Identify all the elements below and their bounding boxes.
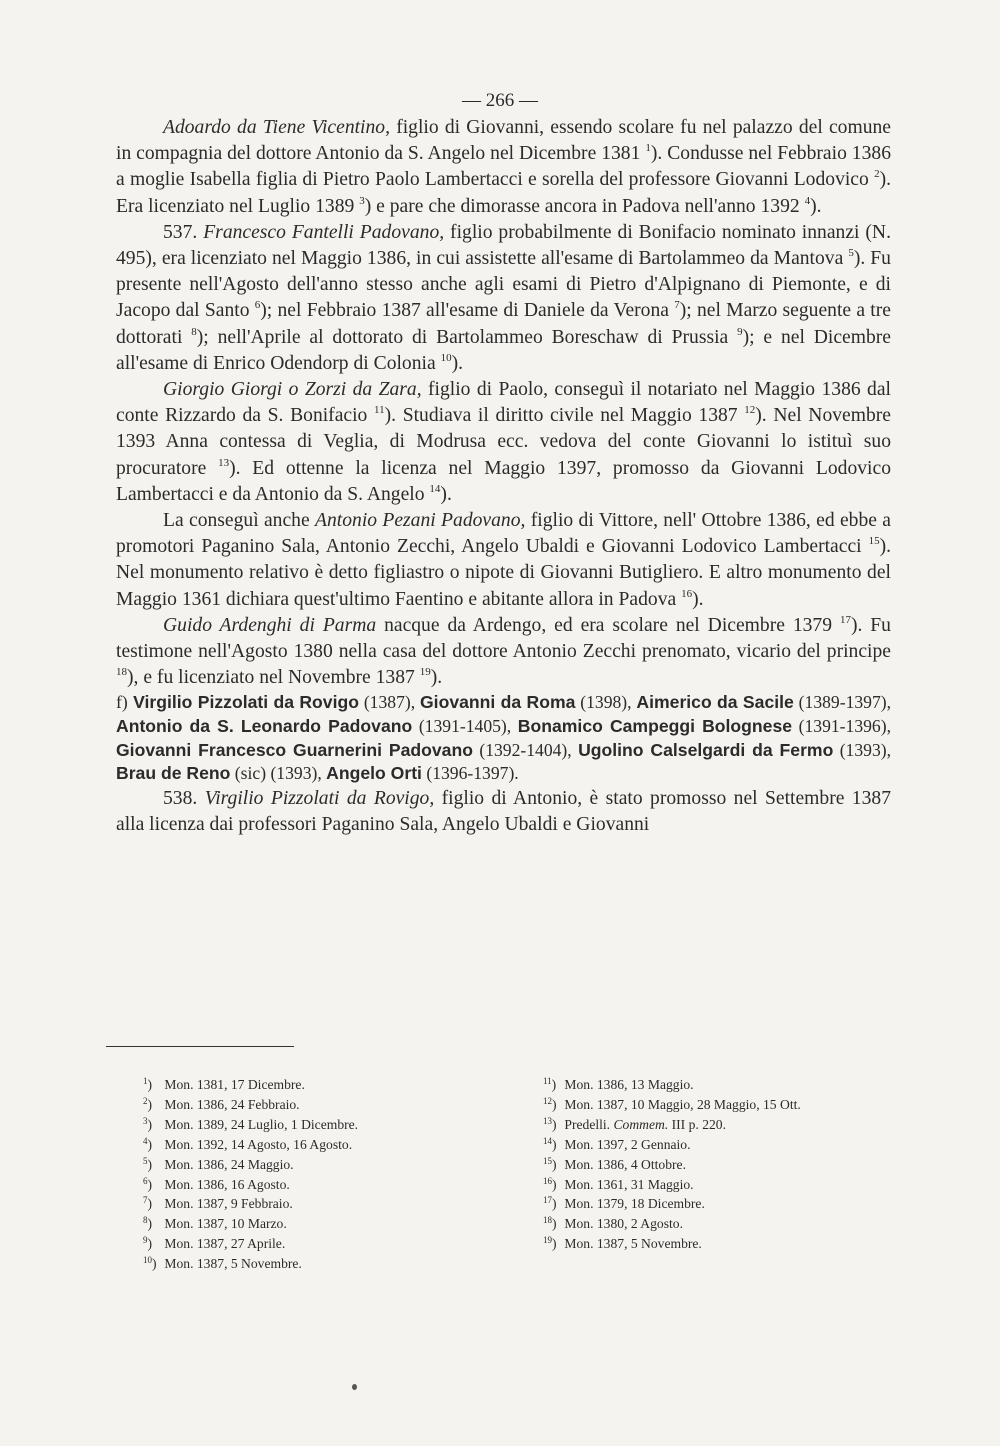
text: La conseguì anche [163,510,316,532]
summary-name: Giovanni Francesco Guarnerini Padovano [116,739,473,760]
text: figlio di Giovanni, essendo scolare fu nel palazzo del comune in compagnia del dottore Antonio da S. Angelo nel Dicembre 1381 [116,117,891,165]
text: ). [810,195,822,217]
footnote-text: Mon. 1386, 4 Ottobre. [561,1156,686,1172]
footnote [143,1254,503,1274]
entry-number: 537. [163,221,198,243]
footnote [543,1194,943,1214]
footnote [143,1214,503,1234]
footnote-number: $^8$) [143,1215,153,1232]
footnote-number: $^{11}$) [543,1076,557,1092]
footnote-text: Mon. 1387, 5 Novembre. [561,1236,702,1252]
text: (1393), [833,739,891,760]
footnote-number: $^{14}$) [543,1135,557,1152]
footnote-italic: Commem. [613,1116,669,1132]
footnote [543,1115,943,1135]
entry-number: 538. [163,787,198,809]
text: figlio di Antonio, è stato promosso nel Settembre 1387 alla licenza dai professori Paganino Sala, Angelo Ubaldi e Giovanni [116,787,891,836]
text: figlio di Vittore, nell' Ottobre 1386, ed ebbe a promotori Paganino Sala, Antonio Zecchi, Angelo Ubaldi e Giovanni Lodovico Lambertacci [116,510,892,558]
text: ); nel Marzo seguente a tre dottorati [116,300,891,348]
footnote-ref: 1 [645,142,651,155]
section-summary [116,691,891,785]
entry-name: Antonio Pezani Padovano, [315,510,526,532]
footnote-ref: 14 [429,482,441,495]
entry-name: Guido Ardenghi di Parma [163,614,377,636]
footnote-ref: 13 [218,456,230,469]
footnote-text: Mon. 1387, 10 Maggio, 28 Maggio, 15 Ott. [561,1096,801,1112]
text: (1389-1397), [793,692,892,713]
footnote-text: Mon. 1386, 16 Agosto. [161,1176,290,1192]
footnote-number: $^{10}$) [143,1255,157,1272]
footnote-text: Predelli. [561,1116,614,1132]
footnote-ref: 12 [744,404,756,417]
footnote-number: $^4$) [143,1135,153,1152]
paragraph-antonio [116,508,891,613]
text: ) e pare che dimorasse ancora in Padova nell'anno 1392 [364,195,805,217]
text: ). [451,352,464,374]
footnote [543,1175,943,1195]
footnote-text: Mon. 1386, 24 Maggio. [161,1156,294,1172]
footnote [143,1175,503,1195]
footnote-number: $^6$) [143,1175,153,1192]
footnote-text: Mon. 1387, 5 Novembre. [161,1256,302,1272]
text: ). Nel Novembre 1393 Anna contessa di Veglia, di Modrusa ecc. vedova del conte Giovanni lo istituì suo procuratore [116,405,891,479]
text: (1398), [575,692,637,713]
footnote-number: $^5$) [143,1155,153,1172]
footnote [543,1135,943,1155]
page-number: — 266 — [462,90,538,111]
footnote-text: Mon. 1379, 18 Dicembre. [561,1196,705,1212]
text: ). Condusse nel Febbraio 1386 a moglie Isabella figlia di Pietro Paolo Lambertacci e sorella del professore Giovanni Lodovico [116,143,891,191]
footnote-text: III p. 220. [668,1116,726,1132]
paragraph-537 [116,220,891,377]
footnote-number: $^3$) [143,1115,153,1132]
summary-name: Brau de Reno [116,763,231,784]
paragraph-adoardo [116,115,891,220]
summary-name: Giovanni da Roma [420,692,576,713]
summary-name: Ugolino Calselgardi da Fermo [578,739,834,760]
footnote-divider [106,1046,294,1047]
footnote-number: $^{17}$) [543,1195,557,1212]
footnote-number: $^2$) [143,1095,153,1112]
entry-name: Virgilio Pizzolati da Rovigo, [204,787,435,809]
paragraph-giorgio [116,377,891,508]
footnote-number: $^1$) [143,1076,153,1092]
text: (sic) (1393), [230,763,327,784]
text: ); e nel Dicembre all'esame di Enrico Odendorp di Colonia [116,326,891,374]
footnote [143,1155,503,1175]
text: ); nel Febbraio 1387 all'esame di Daniele da Verona [260,300,675,322]
footnote-text: Mon. 1381, 17 Dicembre. [161,1077,305,1092]
footnote-text: Mon. 1389, 24 Luglio, 1 Dicembre. [161,1116,359,1132]
summary-name: Antonio da S. Leonardo Padovano [116,716,413,737]
paragraph-538 [116,786,891,838]
text: ). [440,483,452,505]
text: (1392-1404), [472,739,579,760]
footnote-ref: 5 [848,247,854,260]
footnote-ref: 6 [254,299,261,312]
footnote-ref: 3 [359,194,365,207]
footnote-ref: 2 [874,168,880,181]
text: nacque da Ardengo, ed era scolare nel Dicembre 1379 [376,614,840,636]
text: ). Era licenziato nel Luglio 1389 [116,169,891,217]
footnotes-right [543,1075,943,1254]
footnote-text: Mon. 1361, 31 Maggio. [561,1176,694,1192]
footnote-number: $^{12}$) [543,1095,557,1112]
footnote [143,1234,503,1254]
footnote-text: Mon. 1392, 14 Agosto, 16 Agosto. [161,1136,353,1152]
text: ). Ed ottenne la licenza nel Maggio 1397, promosso da Giovanni Lodovico Lambertacci e da Antonio da S. Angelo [116,457,891,505]
footnote [143,1115,503,1135]
footnote-text: Mon. 1386, 24 Febbraio. [161,1096,300,1112]
ink-speck [352,1384,357,1390]
footnote-ref: 11 [374,404,385,417]
text: (1391-1405), [412,716,518,737]
footnote-number: $^7$) [143,1195,153,1212]
footnote-number: $^{13}$) [543,1115,557,1132]
footnote-ref: 8 [191,325,197,338]
footnote-number: $^{18}$) [543,1215,557,1232]
footnote-ref: 19 [419,666,431,679]
text: ). Nel monumento relativo è detto figliastro o nipote di Giovanni Butigliero. E altro monumento del Maggio 1361 dichiara quest'ultimo Faentino e abitante allora in Padova [116,536,891,610]
text: figlio di Paolo, conseguì il notariato nel Maggio 1386 dal conte Rizzardo da S. Bonifacio [116,379,891,427]
summary-name: Aimerico da Sacile [636,692,794,713]
entry-name: Adoardo da Tiene Vicentino, [163,117,390,138]
footnote-ref: 9 [737,325,743,338]
paragraph-guido [116,613,891,692]
footnote-number: $^9$) [143,1235,153,1252]
footnote-text: Mon. 1386, 13 Maggio. [561,1077,694,1092]
text: (1391-1396), [792,716,891,737]
footnote-number: $^{15}$) [543,1155,557,1172]
text: ). Studiava il diritto civile nel Maggio 1387 [384,405,745,427]
footnotes-left [143,1075,503,1274]
text: ); nell'Aprile al dottorato di Bartolammeo Boreschaw di Prussia [196,326,738,348]
text: ). [430,667,443,689]
footnote-text: Mon. 1387, 9 Febbraio. [161,1196,293,1212]
footnote-text: Mon. 1397, 2 Gennaio. [561,1136,691,1152]
footnote [543,1234,943,1254]
text: figlio probabilmente di Bonifacio nominato innanzi (N. 495), era licenziato nel Maggio 1386, in cui assistette all'esame di Bartolammeo da Mantova [116,221,891,270]
text: (1396-1397). [421,763,519,784]
footnote-ref: 16 [681,587,693,600]
summary-name: Bonamico Campeggi Bolognese [517,716,793,737]
footnote [543,1075,943,1095]
text: ). [692,588,704,610]
entry-name: Francesco Fantelli Padovano, [203,221,445,243]
footnote-ref: 15 [868,535,880,548]
footnote-ref: 10 [440,351,452,364]
footnote-ref: 4 [804,194,811,207]
footnote [143,1194,503,1214]
footnote-number: $^{16}$) [543,1175,557,1192]
text: ). Fu presente nell'Agosto dell'anno stesso anche agli esami di Pietro d'Alpignano di Piemonte, e di Jacopo dal Santo [116,248,891,322]
summary-name: Angelo Orti [326,763,422,784]
footnote-text: Mon. 1380, 2 Agosto. [561,1216,683,1232]
body-text [116,115,891,838]
footnote-ref: 7 [674,299,680,312]
summary-name: Virgilio Pizzolati da Rovigo [133,692,359,713]
footnote-number: $^{19}$) [543,1235,557,1252]
footnote-ref: 18 [116,666,127,679]
footnote [543,1214,943,1234]
text: (1387), [358,692,420,713]
footnote [543,1155,943,1175]
footnote [143,1095,503,1115]
footnote [143,1075,503,1095]
footnote-text: Mon. 1387, 27 Aprile. [161,1236,286,1252]
footnote-ref: 17 [839,613,851,626]
footnote [543,1095,943,1115]
entry-name: Giorgio Giorgi o Zorzi da Zara, [163,379,422,401]
text: ), e fu licenziato nel Novembre 1387 [127,667,420,689]
section-letter: f) [116,692,128,713]
footnote [143,1135,503,1155]
footnote-text: Mon. 1387, 10 Marzo. [161,1216,287,1232]
text: ). Fu testimone nell'Agosto 1380 nella casa del dottore Antonio Zecchi prenomato, vicario del principe [116,614,891,663]
